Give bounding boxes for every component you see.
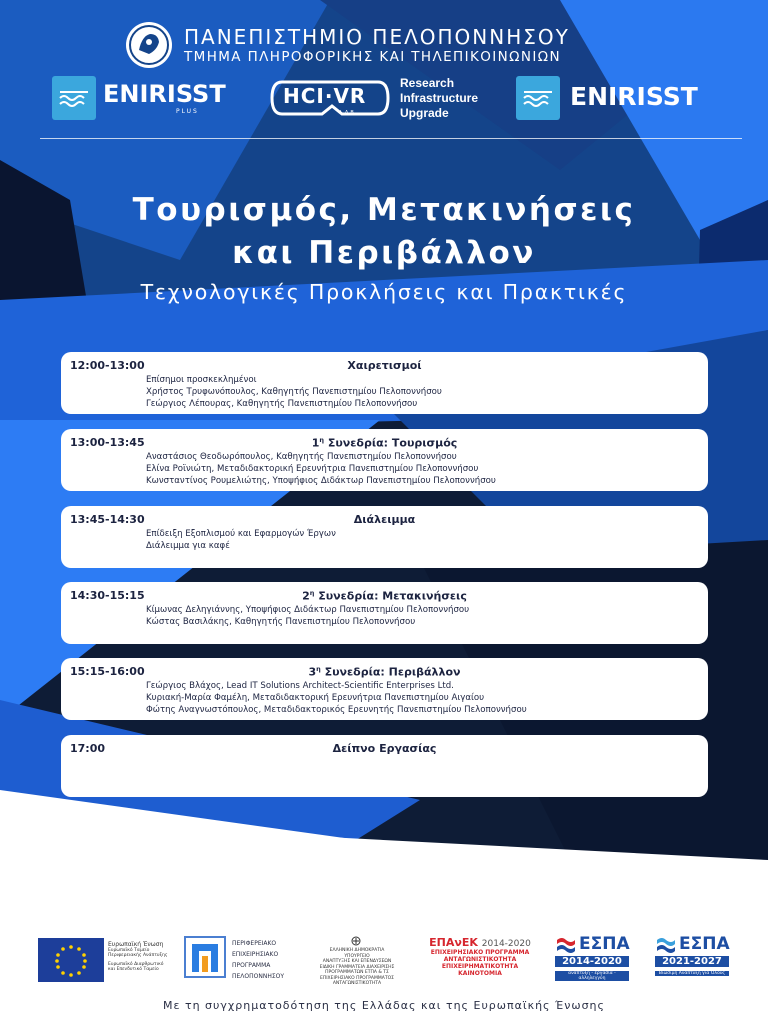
program-heading: Διάλειμμα bbox=[353, 513, 416, 526]
header-divider bbox=[40, 138, 742, 139]
hci-vr-lab-tag: LAB bbox=[340, 110, 356, 116]
program-heading: $2^\eta$ Συνεδρία: Μετακινήσεις bbox=[302, 589, 467, 603]
university-name: ΠΑΝΕΠΙΣΤΗΜΙΟ ΠΕΛΟΠΟΝΝΗΣΟΥ bbox=[184, 24, 570, 49]
greek-emblem-icon bbox=[351, 936, 361, 946]
ministry-text: ΕΛΛΗΝΙΚΗ ΔΗΜΟΚΡΑΤΙΑ ΥΠΟΥΡΓΕΙΟ ΑΝΑΠΤΥΞΗΣ ΚΑΙ ΕΠΕΝΔΥΣΕΩΝ ΕΙΔΙΚΗ ΓΡΑΜΜΑΤΕΙΑ ΔΙΑΧΕΙΡΙΣΗΣ ΠΡΟΓΡΑΜΜΑΤΩΝ ΕΤΠΑ & ΤΣ ΕΠΙΧΕΙΡΗΣΙΑΚΟ ΠΡΟΓΡΑΜΜΑΤΟΣ ΑΝΤΑΓΩΝΙΣΤΙΚΟΤΗΤΑ bbox=[319, 948, 395, 986]
program-heading: $1^\eta$ Συνεδρία: Τουρισμός bbox=[311, 436, 458, 450]
program-speakers: Αναστάσιος Θεοδωρόπουλος, Καθηγητής Πανεπιστημίου Πελοποννήσου Ελίνα Ροϊνιώτη, Μεταδιδακτορική Ερευνήτρια Πανεπιστημίου Πελοποννήσου Κωνσταντίνος Ρουμελιώτης, Υποψήφιος Διδάκτωρ Πανεπιστημίου Πελοποννήσου bbox=[146, 452, 496, 486]
research-infrastructure-label: Research Infrastructure Upgrade bbox=[400, 76, 479, 120]
program-time: 14:30-15:15 bbox=[70, 589, 145, 602]
event-title-line-1: Τουρισμός, Μετακινήσεις bbox=[132, 192, 636, 228]
espa-flag-icon bbox=[655, 936, 677, 956]
program-item bbox=[61, 582, 708, 644]
program-heading: Δείπνο Εργασίας bbox=[332, 742, 437, 755]
eu-flag-icon bbox=[38, 938, 104, 982]
cofunding-footer: Με τη συγχρηματοδότηση της Ελλάδας και της Ευρωπαϊκής Ένωσης bbox=[163, 999, 605, 1012]
program-speakers: Επίσημοι προσκεκλημένοι Χρήστος Τρυφωνόπουλος, Καθηγητής Πανεπιστημίου Πελοποννήσου Γεώργιος Λέπουρας, Καθηγητής Πανεπιστημίου Πελοποννήσου bbox=[146, 375, 442, 409]
espa-flag-icon bbox=[555, 936, 577, 956]
program-heading: $3^\eta$ Συνεδρία: Περιβάλλον bbox=[308, 665, 461, 679]
enirisst-plus-tag: PLUS bbox=[176, 108, 199, 115]
program-speakers: Επίδειξη Εξοπλισμού και Εφαρμογών Έργων Διάλειμμα για καφέ bbox=[146, 529, 336, 551]
program-speakers: Γεώργιος Βλάχος, Lead IT Solutions Architect-Scientific Enterprises Ltd. Κυριακή-Μαρία Φαμέλη, Μεταδιδακτορική Ερευνήτρια Πανεπιστημίου Αιγαίου Φώτης Αναγνωστόπουλος, Μεταδιδακτορικός Ερευνητής Πανεπιστημίου Πελοποννήσου bbox=[146, 681, 527, 715]
sponsor-logos: Ευρωπαϊκή Ένωση Ευρωπαϊκό Ταμείο Περιφερειακής Ανάπτυξης Ευρωπαϊκό Διαρθρωτικό και Επενδυτικό Ταμείο ΠΕΡΙΦΕΡΕΙΑΚΟ ΕΠΙΧΕΙΡΗΣΙΑΚΟ ΠΡΟΓΡΑΜΜΑ ΠΕΛΟΠΟΝΝΗΣΟΥ ΕΛΛΗΝΙΚΗ ΔΗΜΟΚΡΑΤΙΑ ΥΠΟΥΡΓΕΙΟ ΑΝΑΠΤΥΞΗΣ ΚΑΙ ΕΠΕΝΔΥΣΕΩΝ ΕΙΔΙΚΗ ΓΡΑΜΜΑΤΕΙΑ ΔΙΑΧΕΙΡΙΣΗΣ ΠΡΟΓΡΑΜΜΑΤΩΝ ΕΤΠΑ & ΤΣ ΕΠΙΧΕΙΡΗΣΙΑΚΟ ΠΡΟΓΡΑΜΜΑΤΟΣ ΑΝΤΑΓΩΝΙΣΤΙΚΟΤΗΤΑ ΕΠΑνΕΚ 2014-2020 ΕΠΙΧΕΙΡΗΣΙΑΚΟ ΠΡΟΓΡΑΜΜΑ ΑΝΤΑΓΩΝΙΣΤΙΚΟΤΗΤΑ ΕΠΙΧΕΙΡΗΜΑΤΙΚΟΤΗΤΑ ΚΑΙΝΟΤΟΜΙΑ ΕΣΠΑ 2014-2020 ανάπτυξη - εργασία - αλληλεγγύη ΕΣΠΑ 2021-2027 Βιώσιμη Ανάπτυξη για Όλους bbox=[0, 928, 768, 988]
epanek-logo: ΕΠΑνΕΚ 2014-2020 ΕΠΙΧΕΙΡΗΣΙΑΚΟ ΠΡΟΓΡΑΜΜΑ ΑΝΤΑΓΩΝΙΣΤΙΚΟΤΗΤΑ ΕΠΙΧΕΙΡΗΜΑΤΙΚΟΤΗΤΑ ΚΑΙΝΟΤΟΜΙΑ bbox=[429, 936, 531, 977]
program-time: 13:45-14:30 bbox=[70, 513, 145, 526]
eu-text: Ευρωπαϊκή Ένωση Ευρωπαϊκό Ταμείο Περιφερειακής Ανάπτυξης Ευρωπαϊκό Διαρθρωτικό και Επενδυτικό Ταμείο bbox=[108, 941, 168, 972]
enirisst-wordmark: ENIRISST bbox=[570, 82, 698, 111]
department-name: ΤΜΗΜΑ ΠΛΗΡΟΦΟΡΙΚΗΣ ΚΑΙ ΤΗΛΕΠΙΚΟΙΝΩΝΙΩΝ bbox=[184, 48, 561, 65]
hci-vr-wordmark: HCI·VR bbox=[283, 84, 367, 108]
university-seal-icon bbox=[124, 20, 174, 70]
enirisst-logo-icon bbox=[516, 76, 560, 120]
event-title-line-2: και Περιβάλλον bbox=[232, 235, 536, 271]
program-item bbox=[61, 735, 708, 797]
university-header bbox=[124, 20, 570, 70]
program-item bbox=[61, 506, 708, 568]
event-subtitle: Τεχνολογικές Προκλήσεις και Πρακτικές bbox=[140, 280, 628, 304]
pep-text: ΠΕΡΙΦΕΡΕΙΑΚΟ ΕΠΙΧΕΙΡΗΣΙΑΚΟ ΠΡΟΓΡΑΜΜΑ ΠΕΛΟΠΟΝΝΗΣΟΥ bbox=[232, 940, 285, 980]
program-time: 12:00-13:00 bbox=[70, 359, 145, 372]
pep-peloponnisou-logo-icon bbox=[184, 936, 226, 978]
enirisst-plus-logo-icon bbox=[52, 76, 96, 120]
program-time: 17:00 bbox=[70, 742, 106, 755]
program-item bbox=[61, 658, 708, 720]
program-speakers: Κίμωνας Δεληγιάννης, Υποψήφιος Διδάκτωρ Πανεπιστημίου Πελοποννήσου Κώστας Βασιλάκης, Καθηγητής Πανεπιστημίου Πελοποννήσου bbox=[146, 605, 470, 627]
program-time: 13:00-13:45 bbox=[70, 436, 145, 449]
program-item bbox=[61, 429, 708, 491]
program-time: 15:15-16:00 bbox=[70, 665, 145, 678]
program-item bbox=[61, 352, 708, 414]
enirisst-plus-wordmark: ENIRISST bbox=[103, 80, 226, 108]
program-heading: Χαιρετισμοί bbox=[347, 359, 422, 372]
